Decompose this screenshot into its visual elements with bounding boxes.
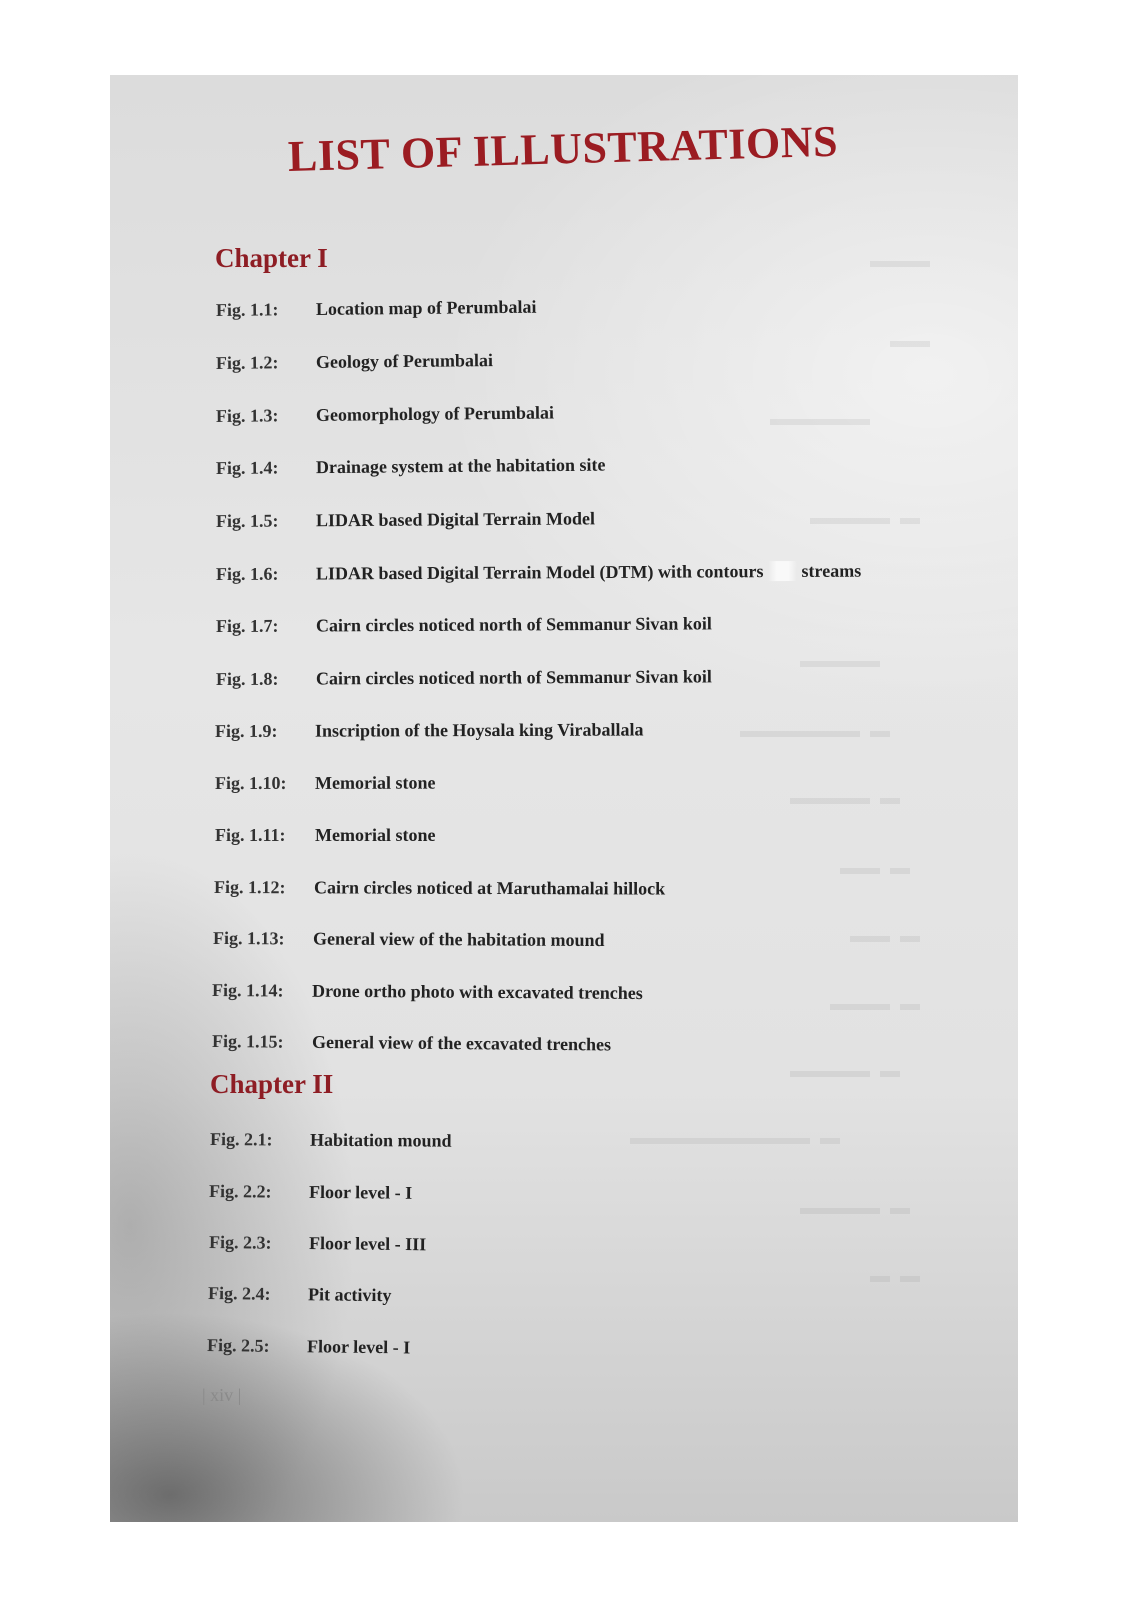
figure-number: Fig. 2.5:	[206, 1335, 270, 1356]
chapter-heading: Chapter I	[215, 243, 328, 273]
figure-caption: Habitation mound	[309, 1129, 452, 1151]
page-title: LIST OF ILLUSTRATIONS	[287, 116, 839, 181]
figure-caption: Location map of Perumbalai	[315, 296, 537, 319]
figure-number: Fig. 2.1:	[209, 1129, 273, 1150]
figure-caption: LIDAR based Digital Terrain Model	[315, 508, 596, 531]
figure-caption: Drone ortho photo with excavated trenches	[311, 980, 643, 1004]
figure-number: Fig. 1.2:	[215, 352, 279, 373]
figure-caption: Drainage system at the habitation site	[315, 454, 606, 478]
figure-number: Fig. 1.1:	[215, 299, 279, 320]
figure-number: Fig. 1.13:	[212, 928, 285, 949]
figure-number: Fig. 1.6:	[215, 563, 279, 584]
page-number: | xiv |	[202, 1385, 242, 1405]
figure-number: Fig. 1.8:	[215, 668, 279, 689]
figure-caption: Memorial stone	[314, 772, 436, 793]
figure-caption: Floor level - I	[308, 1181, 413, 1203]
figure-number: Fig. 1.4:	[215, 457, 279, 478]
figure-caption: Inscription of the Hoysala king Viraballala	[314, 719, 644, 741]
figure-caption: Pit activity	[307, 1284, 392, 1306]
figure-caption: General view of the habitation mound	[312, 928, 605, 951]
figure-number: Fig. 1.12:	[213, 877, 286, 898]
figure-number: Fig. 1.7:	[215, 615, 279, 636]
figure-caption: Cairn circles noticed north of Semmanur Sivan koil	[315, 666, 712, 689]
figure-caption-end: streams	[801, 560, 862, 581]
figure-number: Fig. 2.4:	[207, 1283, 271, 1304]
figure-caption: Cairn circles noticed at Maruthamalai hillock	[313, 877, 666, 899]
figure-number: Fig. 1.3:	[215, 405, 279, 426]
chapter-heading: Chapter II	[210, 1069, 334, 1099]
figure-number: Fig. 1.15:	[211, 1031, 284, 1052]
figure-number: Fig. 1.10:	[214, 772, 287, 793]
figure-number: Fig. 2.3:	[208, 1232, 272, 1253]
figure-caption: Floor level - I	[306, 1336, 411, 1358]
figure-caption: Memorial stone	[315, 825, 436, 845]
figure-caption: Geology of Perumbalai	[315, 350, 494, 372]
obscured-text	[768, 561, 797, 581]
figure-caption: Cairn circles noticed north of Semmanur Sivan koil	[315, 613, 712, 636]
figure-number: Fig. 1.14:	[211, 980, 284, 1001]
figure-number: Fig. 2.2:	[208, 1181, 272, 1202]
figure-number: Fig. 1.5:	[215, 510, 279, 531]
photographed-page: ▬▬▬ ▬▬ ▬▬▬▬▬ ▬▬▬▬ ▬ ▬▬▬▬ ▬▬▬▬▬▬ ▬ ▬▬▬▬ ▬ ▬▬ ▬ ▬▬ ▬ ▬▬▬ ▬ ▬▬▬▬ ▬ ▬▬▬▬▬▬▬▬▬ ▬ ▬▬▬▬ ▬ ▬ ▬ LIST OF ILLUSTRATIONS Chapter I Fig. 1.1: Location map of Perumbalai Fig. 1.2: Geology of Perumbalai Fig. 1.3: Geomorphology of Perumbalai Fig. 1.4: Drainage system at the habitation site Fig. 1.5: LIDAR based Digital Terrain Model Fig. 1.6: LIDAR based Digital Terrain Model (DTM) with contours streams Fig. 1.7: Cairn circles noticed north of Semmanur Sivan koil Fig. 1.8: Cairn circles noticed north of Semmanur Sivan koil Fig. 1.9: Inscription of the Hoysala king Viraballala Fig. 1.10: Memorial stone Fig. 1.11: Memorial stone Fig. 1.12: Cairn circles noticed at Maruthamalai hillock Fig. 1.13: General view of the habitation mound Fig. 1.14: Drone ortho photo with excavated trenches Fig. 1.15: General view of the excavated trenches Chapter II Fig. 2.1: Habitation mound Fig. 2.2: Floor level - I Fig. 2.3: Floor level - III Fig. 2.4: Pit activity Fig. 2.5: Floor level - I | xiv |	[110, 75, 1018, 1522]
figure-caption: Geomorphology of Perumbalai	[315, 402, 555, 425]
figure-number: Fig. 1.11:	[215, 825, 286, 845]
figure-number: Fig. 1.9:	[214, 720, 278, 741]
figure-caption: General view of the excavated trenches	[311, 1031, 612, 1055]
figure-caption	[316, 561, 861, 585]
figure-caption: Floor level - III	[308, 1233, 427, 1255]
figure-caption-start: LIDAR based Digital Terrain Model (DTM) with contours	[315, 561, 764, 584]
